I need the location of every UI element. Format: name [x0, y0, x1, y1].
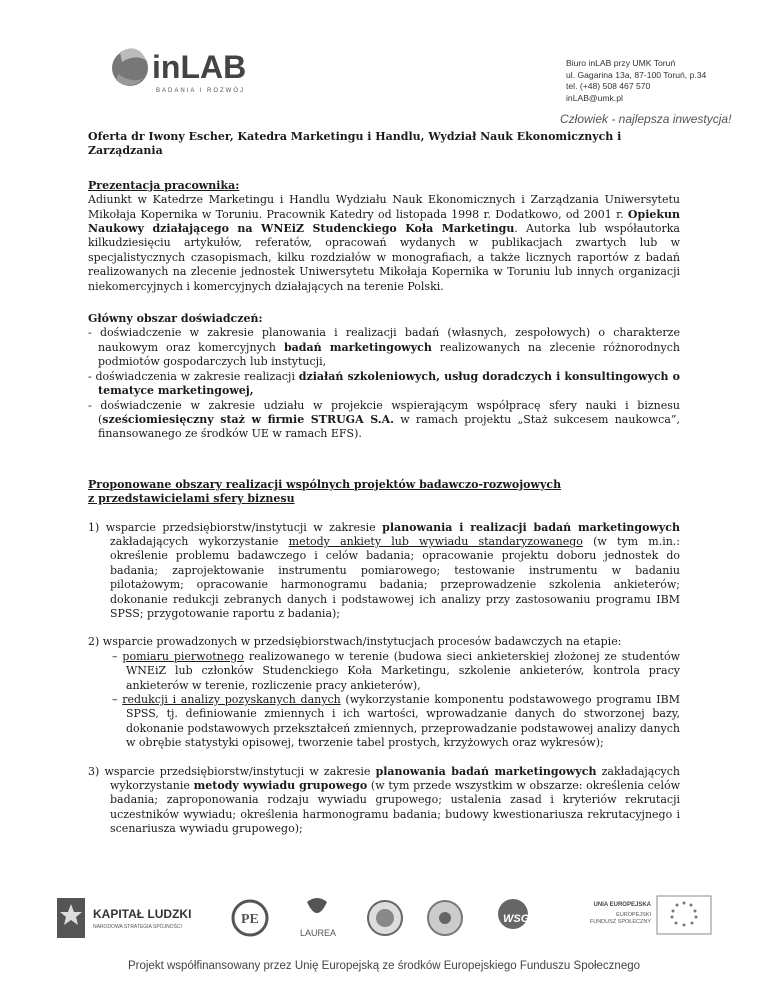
document-body	[88, 130, 680, 837]
university-emblem-icon	[233, 901, 267, 935]
kapital-ludzki-logo	[57, 898, 191, 938]
project-subitem: – pomiaru pierwotnego realizowanego w terenie (budowa sieci ankieterskiej złożonej ze studentów WNEiZ lub członków Studenckiego Koła Marketingu, szkolenie ankieterów, kontrola pracy ankieterów w terenie, rozliczenie pracy ankieterów),	[112, 649, 680, 692]
tagline: Człowiek - najlepsza inwestycja!	[560, 112, 732, 126]
contact-address	[566, 58, 706, 104]
footer-cofinancing-note: Projekt współfinansowany przez Unię Europejską ze środków Europejskiego Funduszu Społecznego	[127, 960, 641, 972]
section-heading-projects: Proponowane obszary realizacji wspólnych projektów badawczo-rozwojowych z przedstawicielami sfery biznesu	[88, 477, 562, 506]
wsg-logo	[498, 899, 530, 929]
emblem-icon	[428, 901, 462, 935]
presentation-paragraph: Adiunkt w Katedrze Marketingu i Handlu Wydziału Nauk Ekonomicznych i Zarządzania Uniwersytetu Mikołaja Kopernika w Toruniu. Pracownik Katedry od listopada 1998 r. Dodatkowo, od 2001 r. Opiekun Naukowy działającego na WNEiZ Studenckiego Koła Marketingu. Autorka lub współautorka kilkudziesięciu artykułów, referatów, opracowań wydanych w publikacjach zwartych lub w specjalistycznych czasopismach, kilku rozdziałów w monografiach, a także licznych raportów z badań realizowanych na zlecenie jednostek Uniwersytetu Mikołaja Kopernika w Toruniu lub innych organizacji niekomercyjnych i komercyjnych działających na terenie Polski.	[88, 193, 680, 293]
project-item-2: 2) wsparcie prowadzonych w przedsiębiorstwach/instytucjach procesów badawczych na etapie:	[88, 635, 622, 649]
eu-logo	[590, 896, 711, 934]
project-item-3: 3) wsparcie przedsiębiorstw/instytucji w zakresie planowania badań marketingowych zakładających wykorzystanie metody wywiadu grupowego (w tym przede wszystkim w obszarze: określenia celów badania; zaproponowania rodzaju wywiadu grupowego; ustalenia zasad i kryteriów rekrutacji uczestników wywiadu; określenia harmonogramu badania; budowy kwestionariusza rekrutacyjnego i scenariusza wywiadu grupowego);	[88, 764, 681, 836]
svg-text:FUNDUSZ SPOŁECZNY: FUNDUSZ SPOŁECZNY	[589, 919, 651, 925]
address-line: tel. (+48) 508 467 570	[566, 81, 651, 92]
section-heading-presentation: Prezentacja pracownika:	[88, 178, 240, 192]
svg-text:PE: PE	[241, 912, 259, 927]
seal-emblem-icon	[368, 901, 402, 935]
experience-item: - doświadczenia w zakresie realizacji działań szkoleniowych, usług doradczych i konsultingowych o tematyce marketingowej,	[88, 369, 680, 398]
address-line: inLAB@umk.pl	[566, 92, 623, 103]
svg-text:LAUREA: LAUREA	[300, 928, 337, 938]
inlab-logo	[110, 40, 250, 100]
experience-item: - doświadczenie w zakresie udziału w projekcie wspierającym współpracę sfery nauki i biznesu (sześciomiesięczny staż w firmie STRUGA S.A. w ramach projektu „Staż sukcesem naukowca”, finansowanego ze środków UE w ramach EFS).	[88, 398, 680, 441]
address-line: ul. Gagarina 13a, 87-100 Toruń, p.34	[566, 69, 707, 80]
logo-text: inLAB	[152, 49, 247, 85]
project-item-1: 1) wsparcie przedsiębiorstw/instytucji w zakresie planowania i realizacji badań marketingowych zakładających wykorzystanie metody ankiety lub wywiadu standaryzowanego (w tym m.in.: określenie problemu badawczego i celów badania; opracowanie projektu doboru jednostek do badania; zaprojektowanie instrumentu pomiarowego; testowanie instrumentu w badaniu pilotażowym; opracowanie harmonogramu badania; przeprowadzenie szkolenia ankieterów; dokonanie redukcji zebranych danych i podstawowej ich analizy przy zastosowaniu programu IBM SPSS; przygotowanie raportu z badania);	[88, 520, 681, 620]
section-heading-experience: Główny obszar doświadczeń:	[88, 312, 263, 326]
address-line: Biuro inLAB przy UMK Toruń	[566, 58, 676, 68]
svg-text:NARODOWA STRATEGIA SPÓJNOŚCI: NARODOWA STRATEGIA SPÓJNOŚCI	[93, 924, 182, 930]
svg-text:UNIA EUROPEJSKA: UNIA EUROPEJSKA	[593, 902, 651, 908]
logo-subtext: BADANIA I ROZWÓJ	[156, 88, 246, 94]
experience-item: - doświadczenie w zakresie planowania i realizacji badań (własnych, zespołowych) o charakterze naukowym oraz komercyjnych badań marketingowych realizowanych na zlecenie różnorodnych podmiotów gospodarczych lub instytucji,	[88, 326, 680, 369]
svg-text:EUROPEJSKI: EUROPEJSKI	[616, 912, 651, 918]
svg-text:KAPITAŁ LUDZKI: KAPITAŁ LUDZKI	[93, 907, 192, 921]
footer-logos	[55, 890, 715, 945]
project-subitem: – redukcji i analizy pozyskanych danych (wykorzystanie komponentu podstawowego programu IBM SPSS, tj. definiowanie zmiennych i ich wartości, wprowadzanie danych do stworzonej bazy, dokonanie podstawowych przekształceń zmiennych, przeprowadzanie podstawowej analizy danych w obrębie statystyki opisowej, tworzenie tabel prostych, krzyżowych oraz wykresów);	[112, 693, 680, 750]
svg-text:WSG: WSG	[503, 913, 530, 925]
document-title: Oferta dr Iwony Escher, Katedra Marketingu i Handlu, Wydział Nauk Ekonomicznych i Zarządzania	[88, 130, 622, 158]
laurea-logo	[300, 898, 336, 938]
